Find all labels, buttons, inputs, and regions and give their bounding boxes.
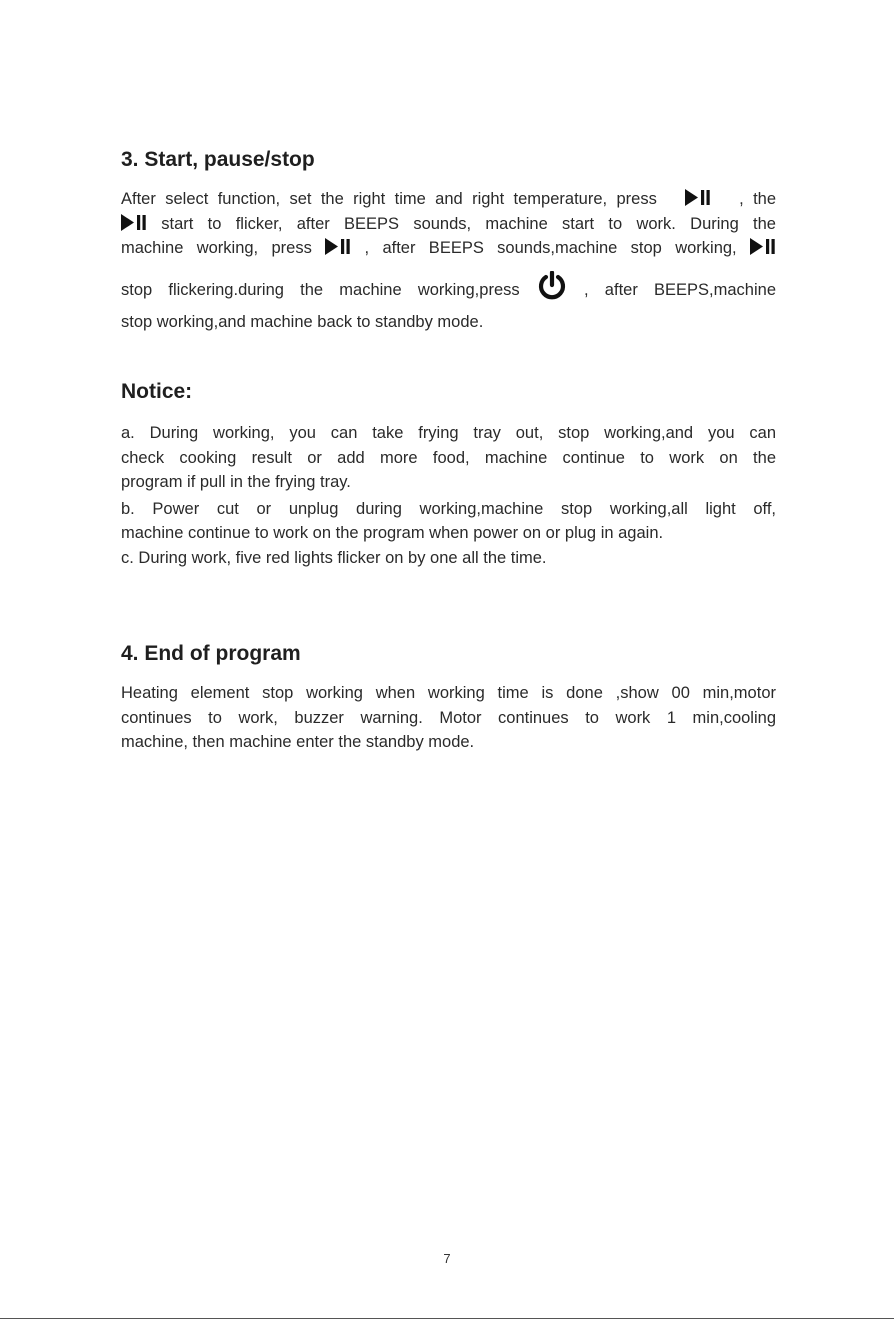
notice-item-a-line-3: program if pull in the frying tray. — [121, 473, 351, 491]
section-3-line-5: stop working,and machine back to standby mode. — [121, 313, 484, 331]
play-pause-icon — [325, 238, 351, 255]
section-3-line-3: machine working, press , after BEEPS sounds,machine stop working, — [121, 236, 776, 261]
section-3-body — [121, 187, 776, 335]
notice-item-a-line-1: a. During working, you can take frying tray out, stop working,and you can — [121, 424, 776, 442]
notice-title: Notice: — [121, 380, 193, 403]
section-4-title: 4. End of program — [121, 642, 301, 665]
notice-item-a-line-2: check cooking result or add more food, machine continue to work on the — [121, 448, 776, 467]
notice-body — [121, 421, 776, 570]
section-3-line-1: After select function, set the right time and right temperature, press , the — [121, 190, 777, 208]
notice-item-b-line-1: b. Power cut or unplug during working,machine stop working,all light off, — [121, 499, 776, 518]
section-4-line-3: machine, then machine enter the standby mode. — [121, 733, 475, 751]
section-4-line-1: Heating element stop working when working time is done ,show 00 min,motor — [121, 684, 776, 702]
notice-item-c-line-1: c. During work, five red lights flicker on by one all the time. — [121, 548, 547, 567]
section-3-title: 3. Start, pause/stop — [121, 148, 315, 171]
play-pause-icon — [685, 189, 711, 206]
page-number: 7 — [443, 1251, 451, 1266]
play-pause-icon — [121, 214, 147, 231]
bottom-rule — [0, 1318, 894, 1319]
section-3-line-2: start to flicker, after BEEPS sounds, machine start to work. During the — [121, 212, 776, 237]
section-4-line-2: continues to work, buzzer warning. Motor continues to work 1 min,cooling — [121, 708, 776, 727]
play-pause-icon — [750, 238, 776, 255]
notice-item-b-line-2: machine continue to work on the program when power on or plug in again. — [121, 524, 664, 542]
section-3-line-4: stop flickering.during the machine working,press , after BEEPS,machine — [121, 271, 776, 303]
power-icon — [536, 271, 568, 301]
section-4-body — [121, 681, 776, 755]
